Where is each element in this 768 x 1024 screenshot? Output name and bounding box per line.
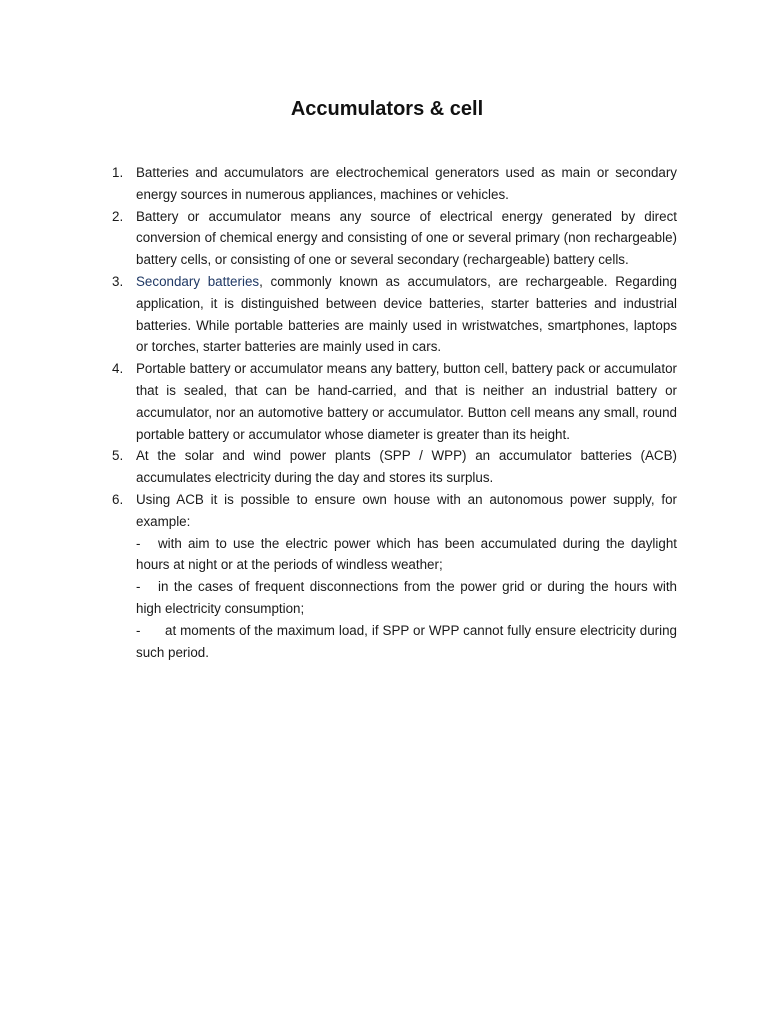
- list-item: [112, 162, 677, 206]
- item-number: 2.: [112, 208, 124, 224]
- list-item: [112, 489, 677, 663]
- sub-item-text: with aim to use the electric power which has been accumulated during the daylight hours at night or at the periods of windless weather;: [136, 535, 677, 573]
- list-item: [112, 358, 677, 445]
- item-number: 5.: [112, 448, 124, 464]
- sub-item: [136, 620, 677, 664]
- item-text: Using ACB it is possible to ensure own house with an autonomous power supply, for example:: [136, 491, 677, 529]
- dash-marker: -: [136, 535, 141, 551]
- dash-marker: -: [136, 622, 141, 638]
- item-number: 1.: [112, 165, 124, 180]
- list-item: [112, 445, 677, 489]
- sub-item: [136, 533, 677, 577]
- numbered-list: [112, 162, 677, 663]
- list-item: [112, 206, 677, 271]
- dash-marker: -: [136, 579, 141, 595]
- list-item: [112, 271, 677, 358]
- secondary-batteries-link[interactable]: Secondary batteries: [136, 273, 260, 289]
- item-text: Batteries and accumulators are electrochemical generators used as main or secondary energy sources in numerous appliances, machines or vehicles.: [136, 165, 677, 202]
- item-text: , commonly known as accumulators, are rechargeable. Regarding application, it is distinguished between device batteries, starter batteries and industrial batteries. While portable batteries are mainly used in wristwatches, smartphones, laptops or torches, starter batteries are mainly used in cars.: [136, 273, 677, 355]
- item-text: Battery or accumulator means any source of electrical energy generated by direct conversion of chemical energy and consisting of one or several primary (non rechargeable) battery cells, or consisting of one or several secondary (rechargeable) battery cells.: [136, 208, 677, 268]
- sub-item: [136, 576, 677, 620]
- sub-item-text: at moments of the maximum load, if SPP or WPP cannot fully ensure electricity during such period.: [136, 622, 677, 660]
- document-title: Accumulators & cell: [290, 98, 484, 120]
- item-number: 4.: [112, 361, 124, 377]
- item-text: Portable battery or accumulator means any battery, button cell, battery pack or accumulator that is sealed, that can be hand-carried, and that is neither an industrial battery or accumulator, nor an automotive battery or accumulator. Button cell means any small, round portable battery or accumulator whose diameter is greater than its height.: [136, 361, 677, 442]
- sub-item-text: in the cases of frequent disconnections from the power grid or during the hours with high electricity consumption;: [136, 579, 677, 616]
- item-number: 3.: [112, 273, 124, 289]
- item-number: 6.: [112, 491, 124, 507]
- item-text: At the solar and wind power plants (SPP / WPP) an accumulator batteries (ACB) accumulates electricity during the day and stores its surplus.: [136, 448, 677, 486]
